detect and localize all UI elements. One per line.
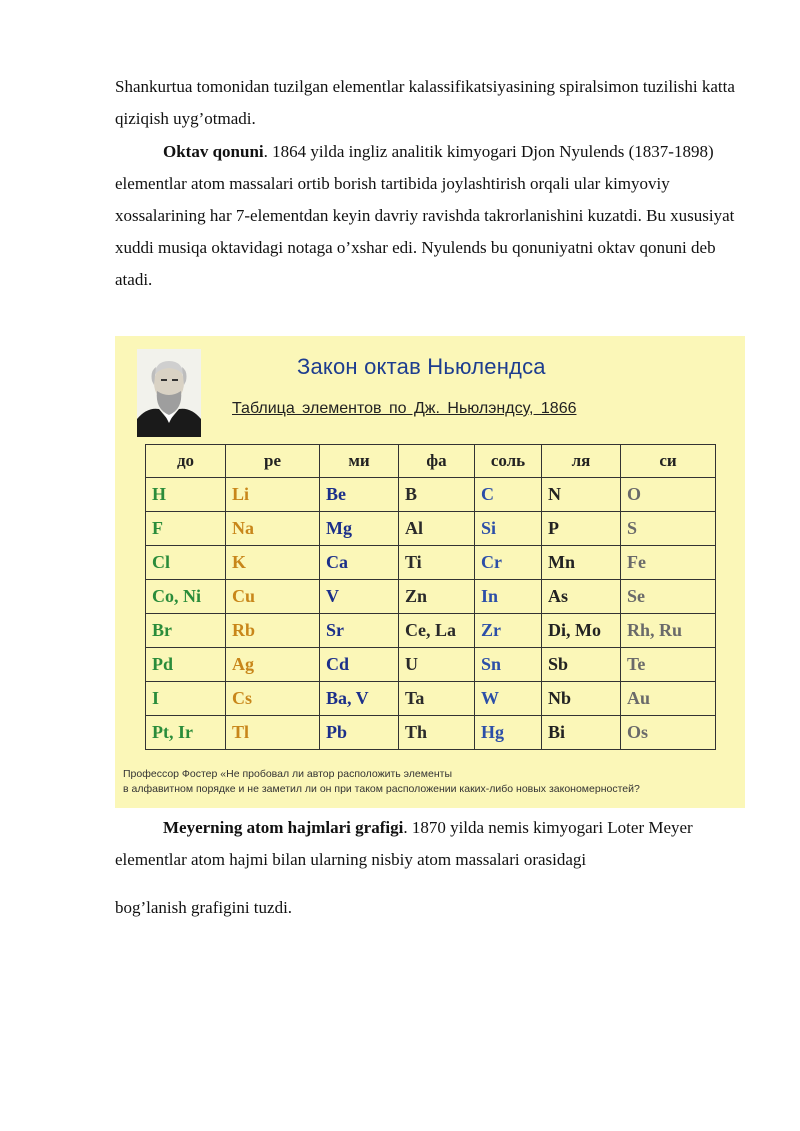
element-cell: Te [621, 648, 716, 682]
newlands-portrait-image [137, 349, 201, 437]
element-cell: Mg [320, 512, 399, 546]
header-cell: ля [542, 445, 621, 478]
figure-caption [123, 767, 743, 797]
newlands-octave-figure [115, 336, 745, 808]
element-cell: Pb [320, 716, 399, 750]
paragraph-intro: Shankurtua tomonidan tuzilgan elementlar kalassifikatsiyasining spiralsimon tuzilishi katta qiziqish uyg’otmadi. [115, 77, 735, 128]
element-cell: Al [399, 512, 475, 546]
header-cell: ре [226, 445, 320, 478]
element-cell: Co, Ni [146, 580, 226, 614]
element-cell: Mn [542, 546, 621, 580]
element-cell: Li [226, 478, 320, 512]
element-cell: Na [226, 512, 320, 546]
paragraph-meyer [115, 812, 735, 876]
element-cell: Bi [542, 716, 621, 750]
element-cell: Di, Mo [542, 614, 621, 648]
header-cell: си [621, 445, 716, 478]
element-cell: Cl [146, 546, 226, 580]
element-cell: W [475, 682, 542, 716]
element-cell: Cr [475, 546, 542, 580]
element-cell: Hg [475, 716, 542, 750]
element-cell: O [621, 478, 716, 512]
octave-law-heading: Oktav qonuni [163, 142, 264, 161]
element-cell: V [320, 580, 399, 614]
element-cell: Pt, Ir [146, 716, 226, 750]
element-cell: Zn [399, 580, 475, 614]
element-cell: Ca [320, 546, 399, 580]
caption-line: в алфавитном порядке и не заметил ли он при таком расположении каких-либо новых закономерностей? [123, 783, 640, 795]
element-cell: Cs [226, 682, 320, 716]
element-cell: C [475, 478, 542, 512]
header-cell: фа [399, 445, 475, 478]
element-cell: Zr [475, 614, 542, 648]
table-row [146, 478, 716, 512]
octave-law-text: . 1864 yilda ingliz analitik kimyogari Djon Nyulends (1837-1898) elementlar atom massalari ortib borish tartibida joylashtirish orqali ular kimyoviy xossalarining har 7-elementdan keyin davriy ravishda takrorlanishini kuzatdi. Bu xususiyat xuddi musiqa oktavidagi notaga o’xshar edi. Nyulends bu qonuniyatni oktav qonuni deb atadi. [115, 142, 735, 289]
element-cell: B [399, 478, 475, 512]
element-cell: Sn [475, 648, 542, 682]
table-row [146, 512, 716, 546]
header-cell: ми [320, 445, 399, 478]
element-cell: Cu [226, 580, 320, 614]
element-cell: Ti [399, 546, 475, 580]
element-cell: Au [621, 682, 716, 716]
table-row [146, 648, 716, 682]
element-cell: P [542, 512, 621, 546]
element-cell: Rh, Ru [621, 614, 716, 648]
meyer-heading: Meyerning atom hajmlari grafigi [163, 818, 404, 837]
octave-table [145, 444, 716, 750]
table-row [146, 580, 716, 614]
element-cell: As [542, 580, 621, 614]
element-cell: Se [621, 580, 716, 614]
table-row [146, 614, 716, 648]
element-cell: Tl [226, 716, 320, 750]
element-cell: Si [475, 512, 542, 546]
meyer-text: . 1870 yilda nemis kimyogari Loter Meyer elementlar atom hajmi bilan ularning nisbiy atom massalari orasidagi [115, 818, 693, 869]
element-cell: I [146, 682, 226, 716]
element-cell: Be [320, 478, 399, 512]
element-cell: Th [399, 716, 475, 750]
header-cell: соль [475, 445, 542, 478]
element-cell: In [475, 580, 542, 614]
header-cell: до [146, 445, 226, 478]
element-cell: Sr [320, 614, 399, 648]
element-cell: Os [621, 716, 716, 750]
element-cell: Sb [542, 648, 621, 682]
table-row [146, 682, 716, 716]
element-cell: H [146, 478, 226, 512]
element-cell: F [146, 512, 226, 546]
table-header-row [146, 445, 716, 478]
paragraph-octave-law [115, 136, 735, 296]
element-cell: Ag [226, 648, 320, 682]
table-row [146, 546, 716, 580]
element-cell: Ce, La [399, 614, 475, 648]
element-cell: Cd [320, 648, 399, 682]
element-cell: Fe [621, 546, 716, 580]
figure-subtitle: Таблица элементов по Дж. Ньюлэндсу, 1866 [232, 400, 577, 417]
element-cell: Ta [399, 682, 475, 716]
paragraph-meyer-end: bog’lanish grafigini tuzdi. [115, 898, 293, 917]
table-row [146, 716, 716, 750]
caption-line: Профессор Фостер «Не пробовал ли автор расположить элементы [123, 768, 452, 780]
element-cell: S [621, 512, 716, 546]
element-cell: Pd [146, 648, 226, 682]
element-cell: Ba, V [320, 682, 399, 716]
element-cell: N [542, 478, 621, 512]
element-cell: Br [146, 614, 226, 648]
element-cell: K [226, 546, 320, 580]
element-cell: Rb [226, 614, 320, 648]
element-cell: Nb [542, 682, 621, 716]
element-cell: U [399, 648, 475, 682]
figure-title: Закон октав Ньюлендса [297, 354, 546, 379]
